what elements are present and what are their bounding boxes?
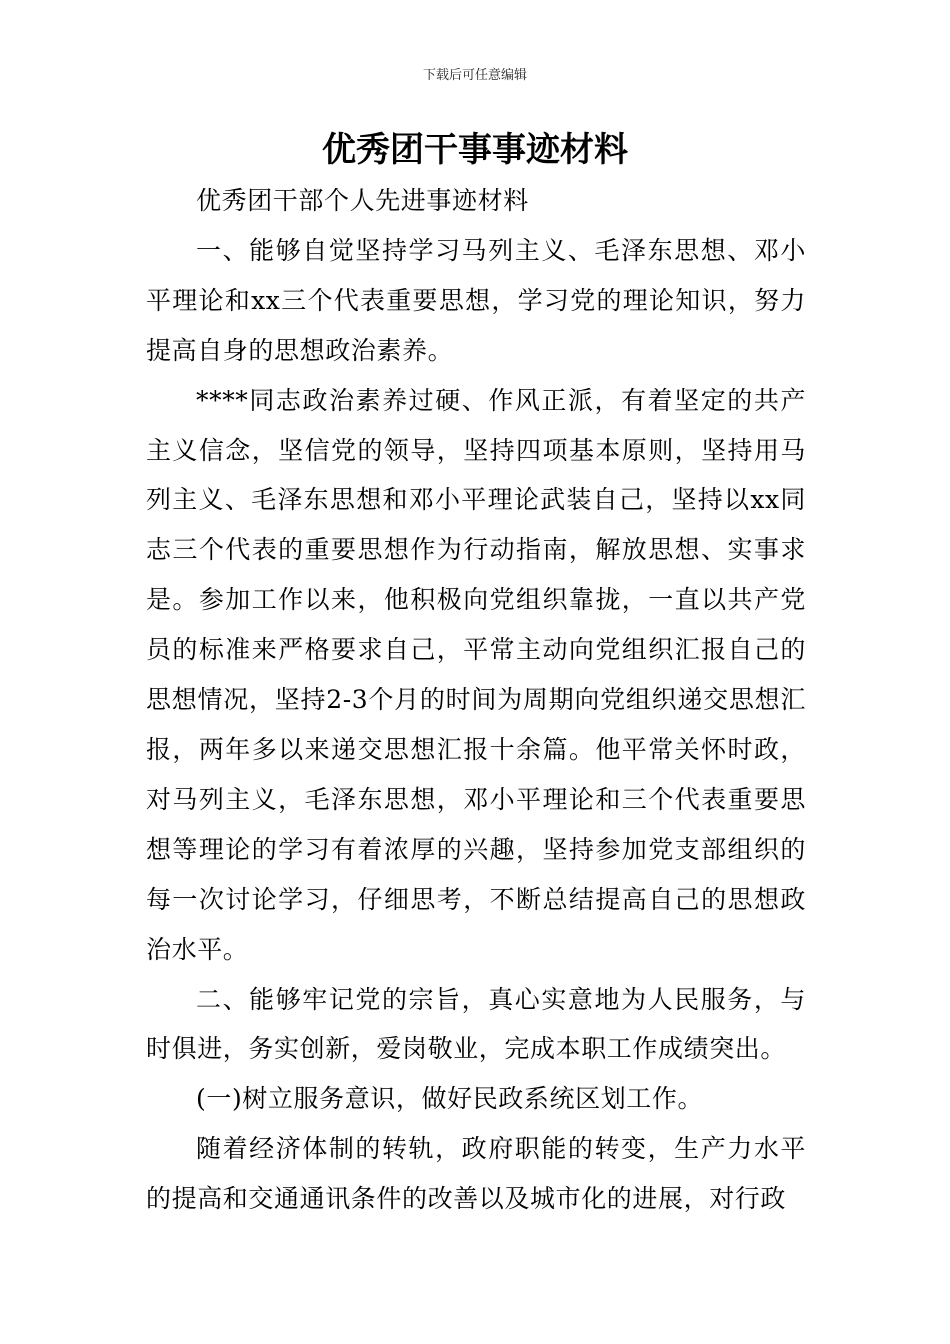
- paragraph-political-quality: ****同志政治素养过硬、作风正派，有着坚定的共产主义信念，坚信党的领导，坚持四项基本原则，坚持用马列主义、毛泽东思想和邓小平理论武装自己，坚持以xx同志三个代表的重要思想作为行动指南，解放思想、实事求是。参加工作以来，他积极向党组织靠拢，一直以共产党员的标准来严格要求自己，平常主动向党组织汇报自己的思想情况，坚持2-3个月的时间为周期向党组织递交思想汇报，两年多以来递交思想汇报十余篇。他平常关怀时政，对马列主义，毛泽东思想，邓小平理论和三个代表重要思想等理论的学习有着浓厚的兴趣，坚持参加党支部组织的每一次讨论学习，仔细思考，不断总结提高自己的思想政治水平。: [146, 385, 806, 964]
- paragraph-section-one: 一、能够自觉坚持学习马列主义、毛泽东思想、邓小平理论和xx三个代表重要思想，学习党的理论知识，努力提高自身的思想政治素养。: [146, 235, 806, 365]
- paragraph-economic-reform: 随着经济体制的转轨，政府职能的转变，生产力水平的提高和交通通讯条件的改善以及城市化的进展，对行政: [146, 1134, 806, 1214]
- paragraph-subtitle: 优秀团干部个人先进事迹材料: [196, 186, 529, 215]
- paragraph-section-two: 二、能够牢记党的宗旨，真心实意地为人民服务，与时俱进，务实创新，爱岗敬业，完成本职工作成绩突出。: [146, 984, 806, 1064]
- header-note: 下载后可任意编辑: [422, 68, 527, 83]
- document-title: 优秀团干事事迹材料: [322, 130, 628, 170]
- document-body: [146, 176, 806, 1224]
- paragraph-subsection-one: (一)树立服务意识，做好民政系统区划工作。: [196, 1084, 704, 1114]
